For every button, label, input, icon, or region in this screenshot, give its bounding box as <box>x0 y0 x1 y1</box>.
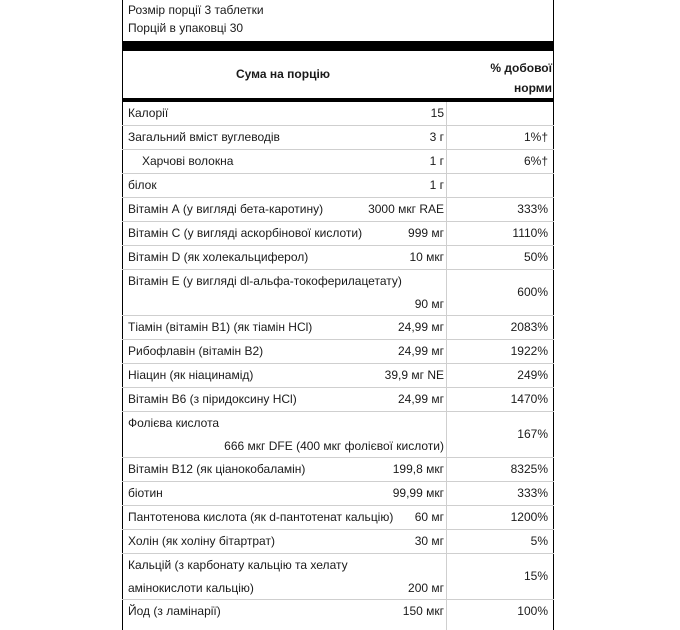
nutrient-amount: 60 мг <box>414 510 444 524</box>
nutrient-name: Вітамін Е (у вигляді dl-альфа-токоферилацетату) <box>128 274 402 288</box>
nutrient-amount: 1 г <box>429 154 444 168</box>
nutrient-daily-value: 100% <box>517 604 548 618</box>
nutrient-amount: 200 мг <box>408 581 444 595</box>
daily-value-header <box>490 58 552 98</box>
nutrient-amount: 24,99 мг <box>398 320 444 334</box>
nutrient-name: Вітамін D (як холекальциферол) <box>128 250 309 264</box>
table-row <box>122 222 554 246</box>
table-row <box>122 506 554 530</box>
nutrient-name: Рибофлавін (вітамін В2) <box>128 344 264 358</box>
nutrient-name: Вітамін А (у вигляді бета-каротину) <box>128 202 324 216</box>
nutrient-name: Загальний вміст вуглеводів <box>128 130 280 144</box>
nutrient-daily-value: 15% <box>523 569 548 583</box>
nutrient-amount: 666 мкг DFE (400 мкг фолієвої кислоти) <box>224 439 444 453</box>
nutrient-amount: 3000 мкг RAE <box>368 202 444 216</box>
nutrient-amount: 999 мг <box>408 226 444 240</box>
table-row <box>122 102 554 126</box>
nutrient-name: Вітамін B6 (з піридоксину HCl) <box>128 392 297 406</box>
nutrient-amount: 24,99 мг <box>398 344 444 358</box>
nutrient-daily-value: 1922% <box>510 344 548 358</box>
table-row <box>122 364 554 388</box>
daily-value-header-line1: % добової <box>490 61 552 75</box>
table-row <box>122 600 554 624</box>
nutrient-daily-value: 1110% <box>512 226 548 240</box>
table-row <box>122 340 554 364</box>
table-row <box>122 412 554 458</box>
servings-per-container: Порцій в упаковці 30 <box>128 21 244 35</box>
nutrient-name: Вітамін B12 (як ціанокобаламін) <box>128 462 306 476</box>
nutrient-name: білок <box>128 178 157 192</box>
table-row <box>122 150 554 174</box>
nutrient-name: Вітамін С (у вигляді аскорбінової кислоти) <box>128 226 363 240</box>
nutrient-amount: 99,99 мкг <box>392 486 444 500</box>
nutrient-amount: 10 мкг <box>409 250 444 264</box>
nutrient-name-line1: Кальцій (з карбонату кальцію та хелату <box>128 558 348 572</box>
nutrient-daily-value: 1%† <box>523 130 548 144</box>
nutrient-name: Тіамін (вітамін B1) (як тіамін HCl) <box>128 320 313 334</box>
nutrient-name: Харчові волокна <box>142 154 234 168</box>
daily-value-header-line2: норми <box>513 81 552 95</box>
nutrient-amount: 3 г <box>429 130 444 144</box>
serving-size: Розмір порції 3 таблетки <box>128 3 264 17</box>
table-row <box>122 174 554 198</box>
nutrient-name: Йод (з ламінарії) <box>128 604 221 618</box>
nutrient-name: Ніацин (як ніацинамід) <box>128 368 254 382</box>
table-row <box>122 554 554 600</box>
nutrient-daily-value: 5% <box>530 534 548 548</box>
table-row <box>122 198 554 222</box>
nutrient-amount: 39,9 мг NE <box>384 368 444 382</box>
table-row <box>122 316 554 340</box>
top-divider-bar <box>122 41 554 51</box>
table-row <box>122 530 554 554</box>
nutrient-daily-value: 6%† <box>523 154 548 168</box>
nutrient-daily-value: 249% <box>517 368 548 382</box>
nutrient-daily-value: 8325% <box>510 462 548 476</box>
nutrient-name: Пантотенова кислота (як d-пантотенат кальцію) <box>128 510 394 524</box>
table-row <box>122 246 554 270</box>
nutrient-name: біотин <box>128 486 163 500</box>
nutrient-daily-value: 333% <box>517 486 548 500</box>
nutrient-amount: 150 мкг <box>402 604 444 618</box>
nutrient-daily-value: 1200% <box>510 510 548 524</box>
nutrient-daily-value: 50% <box>523 250 548 264</box>
nutrient-amount: 30 мг <box>414 534 444 548</box>
table-row <box>122 270 554 316</box>
nutrient-name: Фолієва кислота <box>128 416 220 430</box>
table-row <box>122 458 554 482</box>
nutrient-name-line2: амінокислоти кальцію) <box>128 581 254 595</box>
nutrient-name: Холін (як холіну бітартрат) <box>128 534 275 548</box>
nutrient-daily-value: 1470% <box>510 392 548 406</box>
nutrient-daily-value: 333% <box>517 202 548 216</box>
nutrient-amount: 24,99 мг <box>398 392 444 406</box>
table-row <box>122 126 554 150</box>
nutrient-daily-value: 167% <box>517 427 548 441</box>
table-row <box>122 388 554 412</box>
nutrient-amount: 1 г <box>429 178 444 192</box>
nutrient-amount: 90 мг <box>414 297 444 311</box>
nutrient-daily-value: 600% <box>517 285 548 299</box>
amount-per-serving-header: Сума на порцію <box>236 67 331 81</box>
nutrient-name: Калорії <box>128 106 169 120</box>
nutrient-amount: 199,8 мкг <box>392 462 444 476</box>
nutrient-daily-value: 2083% <box>510 320 548 334</box>
table-row <box>122 482 554 506</box>
nutrient-amount: 15 <box>430 106 444 120</box>
